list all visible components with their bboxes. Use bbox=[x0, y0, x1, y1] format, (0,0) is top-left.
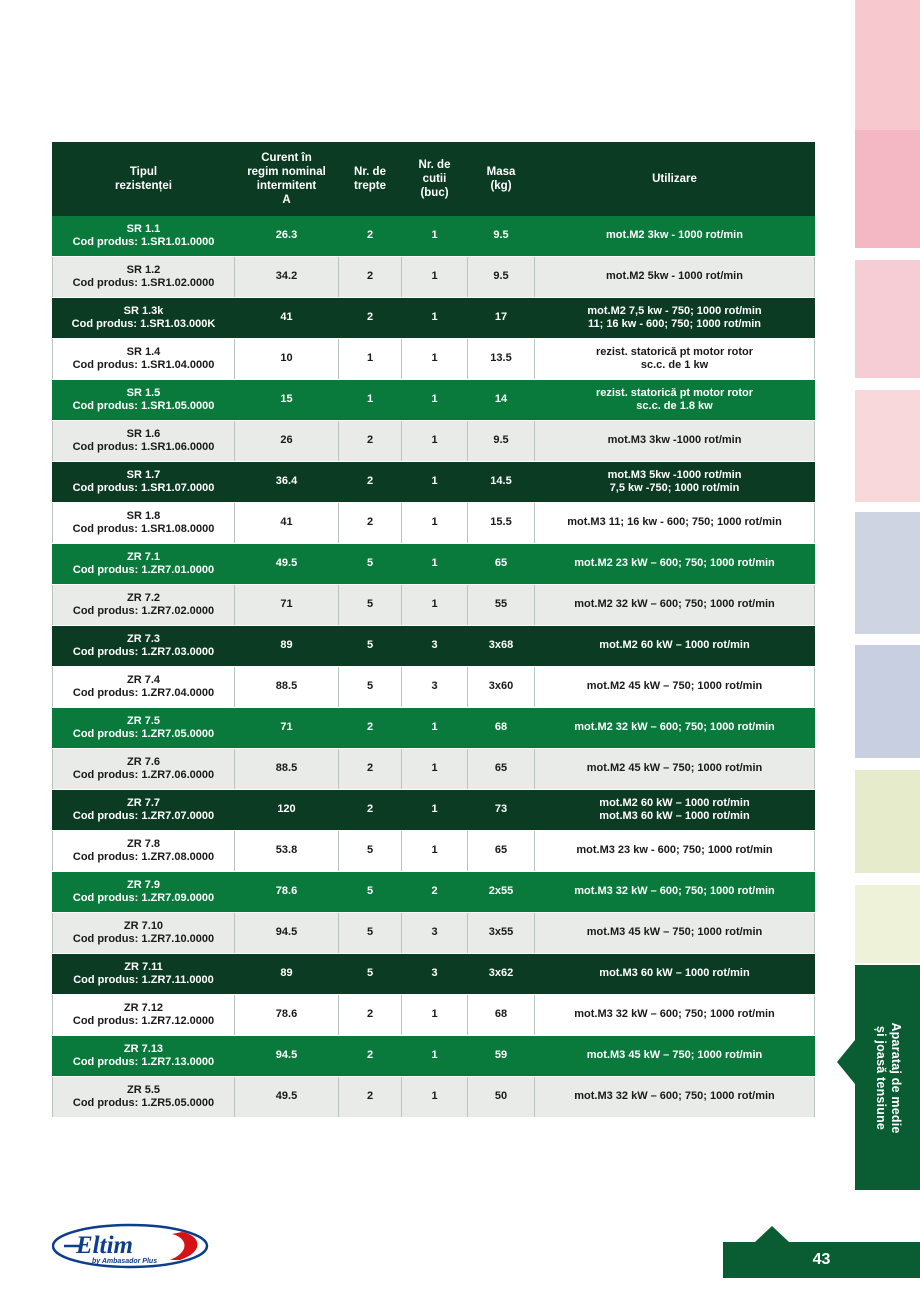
resistor-type: SR 1.5 bbox=[126, 386, 161, 399]
table-row bbox=[53, 339, 815, 380]
usage-line-1: mot.M2 5kw - 1000 rot/min bbox=[606, 270, 743, 283]
usage-line-1: mot.M2 60 kW – 1000 rot/min bbox=[599, 796, 750, 809]
cell-usage bbox=[535, 585, 815, 626]
cell-steps: 5 bbox=[339, 954, 402, 995]
page-badge-arrow-icon bbox=[755, 1226, 789, 1242]
cell-current: 49.5 bbox=[235, 1077, 339, 1118]
table-row bbox=[53, 585, 815, 626]
usage-line-1: mot.M3 32 kW – 600; 750; 1000 rot/min bbox=[574, 1090, 775, 1103]
cell-boxes: 1 bbox=[402, 421, 468, 462]
cell-type bbox=[53, 257, 235, 298]
table-row bbox=[53, 749, 815, 790]
cell-mass: 15.5 bbox=[468, 503, 535, 544]
cell-boxes: 1 bbox=[402, 462, 468, 503]
cell-usage bbox=[535, 749, 815, 790]
resistor-code: Cod produs: 1.ZR7.09.0000 bbox=[72, 892, 215, 904]
cell-steps: 1 bbox=[339, 339, 402, 380]
cell-usage bbox=[535, 298, 815, 339]
cell-steps: 2 bbox=[339, 216, 402, 257]
cell-mass: 65 bbox=[468, 749, 535, 790]
cell-mass: 68 bbox=[468, 708, 535, 749]
cell-boxes: 1 bbox=[402, 708, 468, 749]
cell-usage bbox=[535, 954, 815, 995]
resistor-type: ZR 7.9 bbox=[126, 878, 160, 891]
cell-steps: 5 bbox=[339, 667, 402, 708]
rail-notch bbox=[837, 905, 855, 949]
cell-boxes: 1 bbox=[402, 339, 468, 380]
usage-line-1: mot.M3 32 kW – 600; 750; 1000 rot/min bbox=[574, 885, 775, 898]
cell-boxes: 1 bbox=[402, 749, 468, 790]
rail-segment bbox=[855, 0, 920, 130]
usage-line-1: mot.M2 45 kW – 750; 1000 rot/min bbox=[586, 762, 763, 775]
section-tab-aparataj bbox=[855, 965, 920, 1190]
usage-line-1: mot.M3 45 kW – 750; 1000 rot/min bbox=[586, 1049, 763, 1062]
table-row bbox=[53, 503, 815, 544]
cell-type bbox=[53, 749, 235, 790]
cell-steps: 2 bbox=[339, 708, 402, 749]
usage-line-1: mot.M2 7,5 kw - 750; 1000 rot/min bbox=[587, 304, 762, 317]
resistor-type: ZR 7.2 bbox=[126, 591, 160, 604]
usage-line-2: mot.M3 60 kW – 1000 rot/min bbox=[599, 810, 750, 822]
cell-type bbox=[53, 790, 235, 831]
resistor-code: Cod produs: 1.ZR7.01.0000 bbox=[72, 564, 215, 576]
cell-current: 71 bbox=[235, 585, 339, 626]
cell-type bbox=[53, 831, 235, 872]
cell-boxes: 1 bbox=[402, 257, 468, 298]
cell-mass: 9.5 bbox=[468, 421, 535, 462]
cell-current: 26 bbox=[235, 421, 339, 462]
cell-type bbox=[53, 339, 235, 380]
usage-line-1: mot.M3 32 kW – 600; 750; 1000 rot/min bbox=[574, 1008, 775, 1021]
table-row bbox=[53, 831, 815, 872]
resistor-type: SR 1.2 bbox=[126, 263, 161, 276]
cell-usage bbox=[535, 790, 815, 831]
cell-steps: 5 bbox=[339, 544, 402, 585]
cell-mass: 3x60 bbox=[468, 667, 535, 708]
cell-steps: 2 bbox=[339, 749, 402, 790]
table-body bbox=[53, 216, 815, 1118]
rail-segment bbox=[855, 260, 920, 378]
cell-usage bbox=[535, 626, 815, 667]
table-row bbox=[53, 995, 815, 1036]
cell-boxes: 1 bbox=[402, 585, 468, 626]
cell-usage bbox=[535, 913, 815, 954]
cell-type bbox=[53, 667, 235, 708]
usage-line-2: 7,5 kw -750; 1000 rot/min bbox=[609, 482, 740, 494]
company-logo bbox=[52, 1222, 212, 1270]
cell-boxes: 2 bbox=[402, 872, 468, 913]
usage-line-2: 11; 16 kw - 600; 750; 1000 rot/min bbox=[587, 318, 762, 330]
cell-steps: 2 bbox=[339, 790, 402, 831]
resistor-code: Cod produs: 1.SR1.07.0000 bbox=[72, 482, 215, 494]
cell-boxes: 1 bbox=[402, 831, 468, 872]
usage-line-1: mot.M2 23 kW – 600; 750; 1000 rot/min bbox=[574, 557, 775, 570]
usage-line-1: mot.M2 45 kW – 750; 1000 rot/min bbox=[586, 680, 763, 693]
col-header-current: Curent în regim nominal intermitent A bbox=[235, 143, 339, 216]
cell-steps: 2 bbox=[339, 503, 402, 544]
resistor-type: ZR 7.11 bbox=[124, 960, 163, 973]
usage-line-1: mot.M2 3kw - 1000 rot/min bbox=[606, 229, 743, 242]
cell-current: 41 bbox=[235, 298, 339, 339]
cell-usage bbox=[535, 1036, 815, 1077]
table-row bbox=[53, 708, 815, 749]
col-header-boxes: Nr. de cutii (buc) bbox=[402, 143, 468, 216]
cell-usage bbox=[535, 1077, 815, 1118]
cell-usage bbox=[535, 216, 815, 257]
rail-segment bbox=[855, 645, 920, 758]
cell-steps: 5 bbox=[339, 831, 402, 872]
cell-type bbox=[53, 995, 235, 1036]
cell-usage bbox=[535, 421, 815, 462]
cell-mass: 68 bbox=[468, 995, 535, 1036]
table-row bbox=[53, 790, 815, 831]
usage-line-1: rezist. statorică pt motor rotor bbox=[595, 345, 754, 358]
cell-usage bbox=[535, 872, 815, 913]
cell-usage bbox=[535, 667, 815, 708]
page-number-badge bbox=[723, 1242, 920, 1278]
table-row bbox=[53, 626, 815, 667]
cell-boxes: 1 bbox=[402, 790, 468, 831]
resistor-code: Cod produs: 1.ZR7.10.0000 bbox=[72, 933, 215, 945]
cell-current: 15 bbox=[235, 380, 339, 421]
resistor-type: ZR 7.1 bbox=[126, 550, 160, 563]
cell-boxes: 1 bbox=[402, 995, 468, 1036]
cell-steps: 5 bbox=[339, 913, 402, 954]
resistor-type: ZR 7.4 bbox=[126, 673, 160, 686]
cell-steps: 2 bbox=[339, 1077, 402, 1118]
cell-current: 89 bbox=[235, 626, 339, 667]
rail-segment bbox=[855, 770, 920, 873]
cell-current: 89 bbox=[235, 954, 339, 995]
table-row bbox=[53, 913, 815, 954]
col-header-mass: Masa (kg) bbox=[468, 143, 535, 216]
cell-usage bbox=[535, 380, 815, 421]
table-row bbox=[53, 954, 815, 995]
usage-line-1: mot.M3 5kw -1000 rot/min bbox=[607, 468, 742, 481]
cell-current: 36.4 bbox=[235, 462, 339, 503]
cell-steps: 2 bbox=[339, 298, 402, 339]
section-tab-arrow-icon bbox=[837, 1040, 855, 1084]
resistor-code: Cod produs: 1.ZR7.04.0000 bbox=[72, 687, 215, 699]
cell-type bbox=[53, 872, 235, 913]
cell-steps: 2 bbox=[339, 421, 402, 462]
cell-steps: 5 bbox=[339, 626, 402, 667]
cell-type bbox=[53, 708, 235, 749]
cell-type bbox=[53, 913, 235, 954]
cell-type bbox=[53, 380, 235, 421]
cell-type bbox=[53, 216, 235, 257]
resistor-code: Cod produs: 1.ZR7.03.0000 bbox=[72, 646, 215, 658]
table-row bbox=[53, 257, 815, 298]
cell-steps: 2 bbox=[339, 257, 402, 298]
resistor-type: ZR 7.12 bbox=[123, 1001, 164, 1014]
rail-segment bbox=[855, 130, 920, 248]
cell-current: 34.2 bbox=[235, 257, 339, 298]
table-row bbox=[53, 462, 815, 503]
page-number: 43 bbox=[812, 1251, 831, 1268]
cell-steps: 2 bbox=[339, 995, 402, 1036]
col-header-usage: Utilizare bbox=[535, 143, 815, 216]
col-header-type: Tipul rezistenței bbox=[53, 143, 235, 216]
resistor-type: SR 1.8 bbox=[126, 509, 161, 522]
usage-line-1: mot.M2 32 kW – 600; 750; 1000 rot/min bbox=[574, 721, 775, 734]
cell-boxes: 1 bbox=[402, 544, 468, 585]
rail-segment bbox=[855, 512, 920, 634]
cell-current: 53.8 bbox=[235, 831, 339, 872]
cell-usage bbox=[535, 503, 815, 544]
usage-line-2: sc.c. de 1 kw bbox=[640, 359, 709, 371]
cell-type bbox=[53, 298, 235, 339]
resistor-type: ZR 7.8 bbox=[126, 837, 160, 850]
cell-boxes: 3 bbox=[402, 954, 468, 995]
cell-current: 78.6 bbox=[235, 872, 339, 913]
cell-type bbox=[53, 1036, 235, 1077]
cell-usage bbox=[535, 544, 815, 585]
cell-boxes: 3 bbox=[402, 667, 468, 708]
cell-current: 49.5 bbox=[235, 544, 339, 585]
resistor-type: ZR 5.5 bbox=[126, 1083, 160, 1096]
cell-mass: 59 bbox=[468, 1036, 535, 1077]
cell-steps: 5 bbox=[339, 872, 402, 913]
svg-text:by Ambasador Plus: by Ambasador Plus bbox=[92, 1258, 158, 1265]
resistor-type: ZR 7.5 bbox=[126, 714, 160, 727]
table-row bbox=[53, 298, 815, 339]
cell-current: 88.5 bbox=[235, 749, 339, 790]
cell-current: 10 bbox=[235, 339, 339, 380]
resistor-code: Cod produs: 1.SR1.01.0000 bbox=[72, 236, 215, 248]
resistor-type: ZR 7.7 bbox=[126, 796, 160, 809]
usage-line-1: mot.M3 60 kW – 1000 rot/min bbox=[599, 967, 750, 980]
cell-type bbox=[53, 462, 235, 503]
cell-mass: 9.5 bbox=[468, 257, 535, 298]
section-tab-label bbox=[873, 1022, 903, 1133]
resistors-table-container bbox=[52, 142, 814, 1118]
cell-steps: 2 bbox=[339, 1036, 402, 1077]
cell-current: 26.3 bbox=[235, 216, 339, 257]
cell-current: 94.5 bbox=[235, 913, 339, 954]
resistors-table bbox=[52, 142, 815, 1118]
cell-mass: 55 bbox=[468, 585, 535, 626]
cell-boxes: 3 bbox=[402, 626, 468, 667]
cell-type bbox=[53, 1077, 235, 1118]
cell-usage bbox=[535, 995, 815, 1036]
cell-mass: 9.5 bbox=[468, 216, 535, 257]
usage-line-1: rezist. statorică pt motor rotor bbox=[595, 386, 754, 399]
cell-type bbox=[53, 626, 235, 667]
section-tab-label-line2: și joasă tensiune bbox=[873, 1025, 888, 1130]
cell-type bbox=[53, 421, 235, 462]
resistor-code: Cod produs: 1.ZR7.08.0000 bbox=[72, 851, 215, 863]
cell-current: 41 bbox=[235, 503, 339, 544]
cell-current: 94.5 bbox=[235, 1036, 339, 1077]
cell-current: 88.5 bbox=[235, 667, 339, 708]
cell-type bbox=[53, 503, 235, 544]
cell-mass: 14 bbox=[468, 380, 535, 421]
cell-boxes: 1 bbox=[402, 1077, 468, 1118]
cell-mass: 3x62 bbox=[468, 954, 535, 995]
cell-mass: 2x55 bbox=[468, 872, 535, 913]
resistor-type: SR 1.3k bbox=[123, 304, 164, 317]
col-header-steps: Nr. de trepte bbox=[339, 143, 402, 216]
resistor-code: Cod produs: 1.ZR7.11.0000 bbox=[73, 974, 214, 986]
cell-type bbox=[53, 585, 235, 626]
resistor-code: Cod produs: 1.ZR7.02.0000 bbox=[72, 605, 215, 617]
resistor-code: Cod produs: 1.ZR5.05.0000 bbox=[72, 1097, 215, 1109]
resistor-type: ZR 7.6 bbox=[126, 755, 160, 768]
cell-mass: 65 bbox=[468, 544, 535, 585]
resistor-code: Cod produs: 1.ZR7.06.0000 bbox=[72, 769, 215, 781]
cell-type bbox=[53, 544, 235, 585]
section-tab-label-line1: Aparataj de medie bbox=[888, 1021, 903, 1134]
usage-line-1: mot.M2 32 kW – 600; 750; 1000 rot/min bbox=[574, 598, 775, 611]
usage-line-1: mot.M3 3kw -1000 rot/min bbox=[607, 434, 742, 447]
resistor-code: Cod produs: 1.SR1.08.0000 bbox=[72, 523, 215, 535]
table-row bbox=[53, 1077, 815, 1118]
table-row bbox=[53, 872, 815, 913]
rail-notch bbox=[837, 790, 855, 834]
resistor-code: Cod produs: 1.SR1.03.000K bbox=[71, 318, 216, 330]
resistor-code: Cod produs: 1.ZR7.13.0000 bbox=[72, 1056, 215, 1068]
resistor-type: ZR 7.3 bbox=[126, 632, 160, 645]
resistor-code: Cod produs: 1.SR1.02.0000 bbox=[72, 277, 215, 289]
resistor-code: Cod produs: 1.ZR7.07.0000 bbox=[72, 810, 215, 822]
cell-usage bbox=[535, 257, 815, 298]
resistor-type: ZR 7.13 bbox=[123, 1042, 164, 1055]
table-row bbox=[53, 216, 815, 257]
cell-steps: 2 bbox=[339, 462, 402, 503]
usage-line-1: mot.M2 60 kW – 1000 rot/min bbox=[599, 639, 750, 652]
rail-notch bbox=[837, 412, 855, 456]
resistor-code: Cod produs: 1.SR1.06.0000 bbox=[72, 441, 215, 453]
cell-boxes: 1 bbox=[402, 1036, 468, 1077]
cell-boxes: 1 bbox=[402, 380, 468, 421]
resistor-code: Cod produs: 1.ZR7.12.0000 bbox=[72, 1015, 215, 1027]
cell-mass: 14.5 bbox=[468, 462, 535, 503]
table-row bbox=[53, 1036, 815, 1077]
cell-usage bbox=[535, 708, 815, 749]
cell-steps: 1 bbox=[339, 380, 402, 421]
table-row bbox=[53, 667, 815, 708]
cell-mass: 65 bbox=[468, 831, 535, 872]
cell-mass: 3x68 bbox=[468, 626, 535, 667]
cell-boxes: 1 bbox=[402, 298, 468, 339]
rail-notch bbox=[837, 667, 855, 711]
rail-notch bbox=[837, 152, 855, 196]
table-row bbox=[53, 380, 815, 421]
resistor-type: SR 1.6 bbox=[126, 427, 161, 440]
cell-mass: 13.5 bbox=[468, 339, 535, 380]
cell-boxes: 1 bbox=[402, 216, 468, 257]
cell-current: 71 bbox=[235, 708, 339, 749]
cell-mass: 73 bbox=[468, 790, 535, 831]
rail-segment bbox=[855, 390, 920, 502]
resistor-code: Cod produs: 1.SR1.05.0000 bbox=[72, 400, 215, 412]
cell-mass: 50 bbox=[468, 1077, 535, 1118]
usage-line-2: sc.c. de 1.8 kw bbox=[636, 400, 713, 412]
usage-line-1: mot.M3 11; 16 kw - 600; 750; 1000 rot/min bbox=[567, 516, 782, 529]
resistor-type: SR 1.4 bbox=[126, 345, 161, 358]
rail-segment bbox=[855, 885, 920, 963]
usage-line-1: mot.M3 23 kw - 600; 750; 1000 rot/min bbox=[576, 844, 773, 857]
cell-current: 120 bbox=[235, 790, 339, 831]
resistor-type: ZR 7.10 bbox=[123, 919, 164, 932]
cell-mass: 17 bbox=[468, 298, 535, 339]
resistor-code: Cod produs: 1.SR1.04.0000 bbox=[72, 359, 215, 371]
table-row bbox=[53, 544, 815, 585]
svg-text:Eltim: Eltim bbox=[76, 1232, 133, 1259]
rail-notch bbox=[837, 282, 855, 326]
table-row bbox=[53, 421, 815, 462]
cell-current: 78.6 bbox=[235, 995, 339, 1036]
cell-usage bbox=[535, 831, 815, 872]
cell-type bbox=[53, 954, 235, 995]
resistor-type: SR 1.1 bbox=[126, 222, 161, 235]
cell-boxes: 3 bbox=[402, 913, 468, 954]
table-header-row bbox=[53, 143, 815, 216]
cell-steps: 5 bbox=[339, 585, 402, 626]
resistor-type: SR 1.7 bbox=[126, 468, 161, 481]
cell-boxes: 1 bbox=[402, 503, 468, 544]
usage-line-1: mot.M3 45 kW – 750; 1000 rot/min bbox=[586, 926, 763, 939]
resistor-code: Cod produs: 1.ZR7.05.0000 bbox=[72, 728, 215, 740]
cell-mass: 3x55 bbox=[468, 913, 535, 954]
rail-notch bbox=[837, 534, 855, 578]
cell-usage bbox=[535, 339, 815, 380]
cell-usage bbox=[535, 462, 815, 503]
